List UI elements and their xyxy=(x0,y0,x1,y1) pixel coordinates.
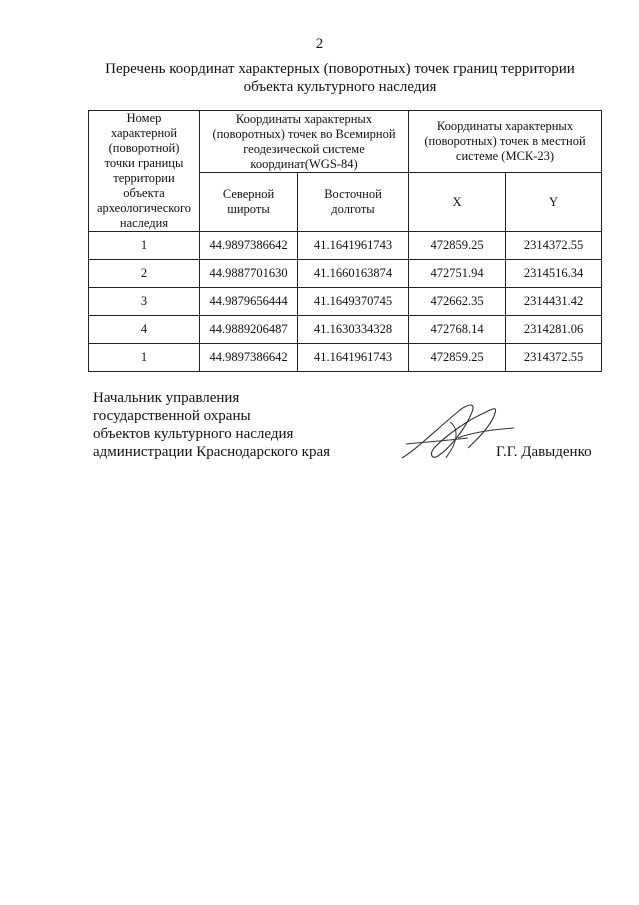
cell-number: 1 xyxy=(89,344,200,372)
title-line-1: Перечень координат характерных (поворотных) точек границ территории xyxy=(105,61,575,77)
signatory-position xyxy=(93,389,330,461)
cell-latitude: 44.9879656444 xyxy=(200,288,298,316)
header-y: Y xyxy=(506,173,602,232)
cell-y: 2314431.42 xyxy=(506,288,602,316)
cell-latitude: 44.9887701630 xyxy=(200,260,298,288)
header-text: объекта xyxy=(123,186,165,200)
cell-number: 1 xyxy=(89,232,200,260)
signature-stroke xyxy=(406,428,514,444)
header-text: наследия xyxy=(119,216,169,230)
header-text: геодезической системе xyxy=(243,141,365,156)
position-line: Начальник управления xyxy=(93,390,240,406)
header-text: системе (МСК-23) xyxy=(455,149,555,163)
cell-latitude: 44.9897386642 xyxy=(200,232,298,260)
cell-longitude: 41.1641961743 xyxy=(298,232,409,260)
header-text: характерной xyxy=(110,126,178,140)
header-text: территории xyxy=(113,171,175,185)
cell-longitude: 41.1641961743 xyxy=(298,344,409,372)
header-text: точки границы xyxy=(104,156,184,170)
header-text: (поворотных) точек во Всемирной xyxy=(212,126,396,141)
cell-longitude: 41.1660163874 xyxy=(298,260,409,288)
table-row xyxy=(89,344,602,372)
cell-x: 472751.94 xyxy=(409,260,506,288)
header-point-number xyxy=(89,111,200,232)
cell-y: 2314516.34 xyxy=(506,260,602,288)
cell-x: 472662.35 xyxy=(409,288,506,316)
cell-x: 472768.14 xyxy=(409,316,506,344)
position-line: объектов культурного наследия xyxy=(93,426,294,442)
cell-x: 472859.25 xyxy=(409,344,506,372)
header-text: Восточной xyxy=(324,187,382,201)
signatory-name: Г.Г. Давыденко xyxy=(496,444,592,460)
cell-y: 2314372.55 xyxy=(506,344,602,372)
header-text: (поворотной) xyxy=(108,141,180,155)
cell-number: 3 xyxy=(89,288,200,316)
header-text: (поворотных) точек в местной xyxy=(424,134,586,148)
table-row xyxy=(89,288,602,316)
header-latitude xyxy=(200,173,298,232)
header-text: Координаты характерных xyxy=(436,119,574,133)
table-row xyxy=(89,316,602,344)
document-title xyxy=(60,60,620,96)
position-line: администрации Краснодарского края xyxy=(93,444,331,460)
title-line-2: объекта культурного наследия xyxy=(243,79,437,95)
cell-number: 2 xyxy=(89,260,200,288)
coordinates-table xyxy=(88,110,602,372)
position-line: государственной охраны xyxy=(93,408,251,424)
cell-number: 4 xyxy=(89,316,200,344)
header-wgs-group xyxy=(200,111,409,173)
table-row xyxy=(89,260,602,288)
cell-longitude: 41.1649370745 xyxy=(298,288,409,316)
header-longitude xyxy=(298,173,409,232)
page-number: 2 xyxy=(315,36,324,52)
header-text: археологического xyxy=(96,201,192,215)
header-x: X xyxy=(409,173,506,232)
header-text: Координаты характерных xyxy=(235,111,373,126)
cell-x: 472859.25 xyxy=(409,232,506,260)
cell-longitude: 41.1630334328 xyxy=(298,316,409,344)
header-text: широты xyxy=(227,202,270,216)
table-row xyxy=(89,232,602,260)
header-msk-group xyxy=(409,111,602,173)
cell-latitude: 44.9897386642 xyxy=(200,344,298,372)
header-text: координат(WGS-84) xyxy=(250,156,358,171)
cell-y: 2314281.06 xyxy=(506,316,602,344)
header-text: Номер xyxy=(126,111,162,125)
table-header-row xyxy=(89,111,602,173)
header-text: Северной xyxy=(222,187,275,201)
header-text: долготы xyxy=(331,202,375,216)
cell-latitude: 44.9889206487 xyxy=(200,316,298,344)
cell-y: 2314372.55 xyxy=(506,232,602,260)
